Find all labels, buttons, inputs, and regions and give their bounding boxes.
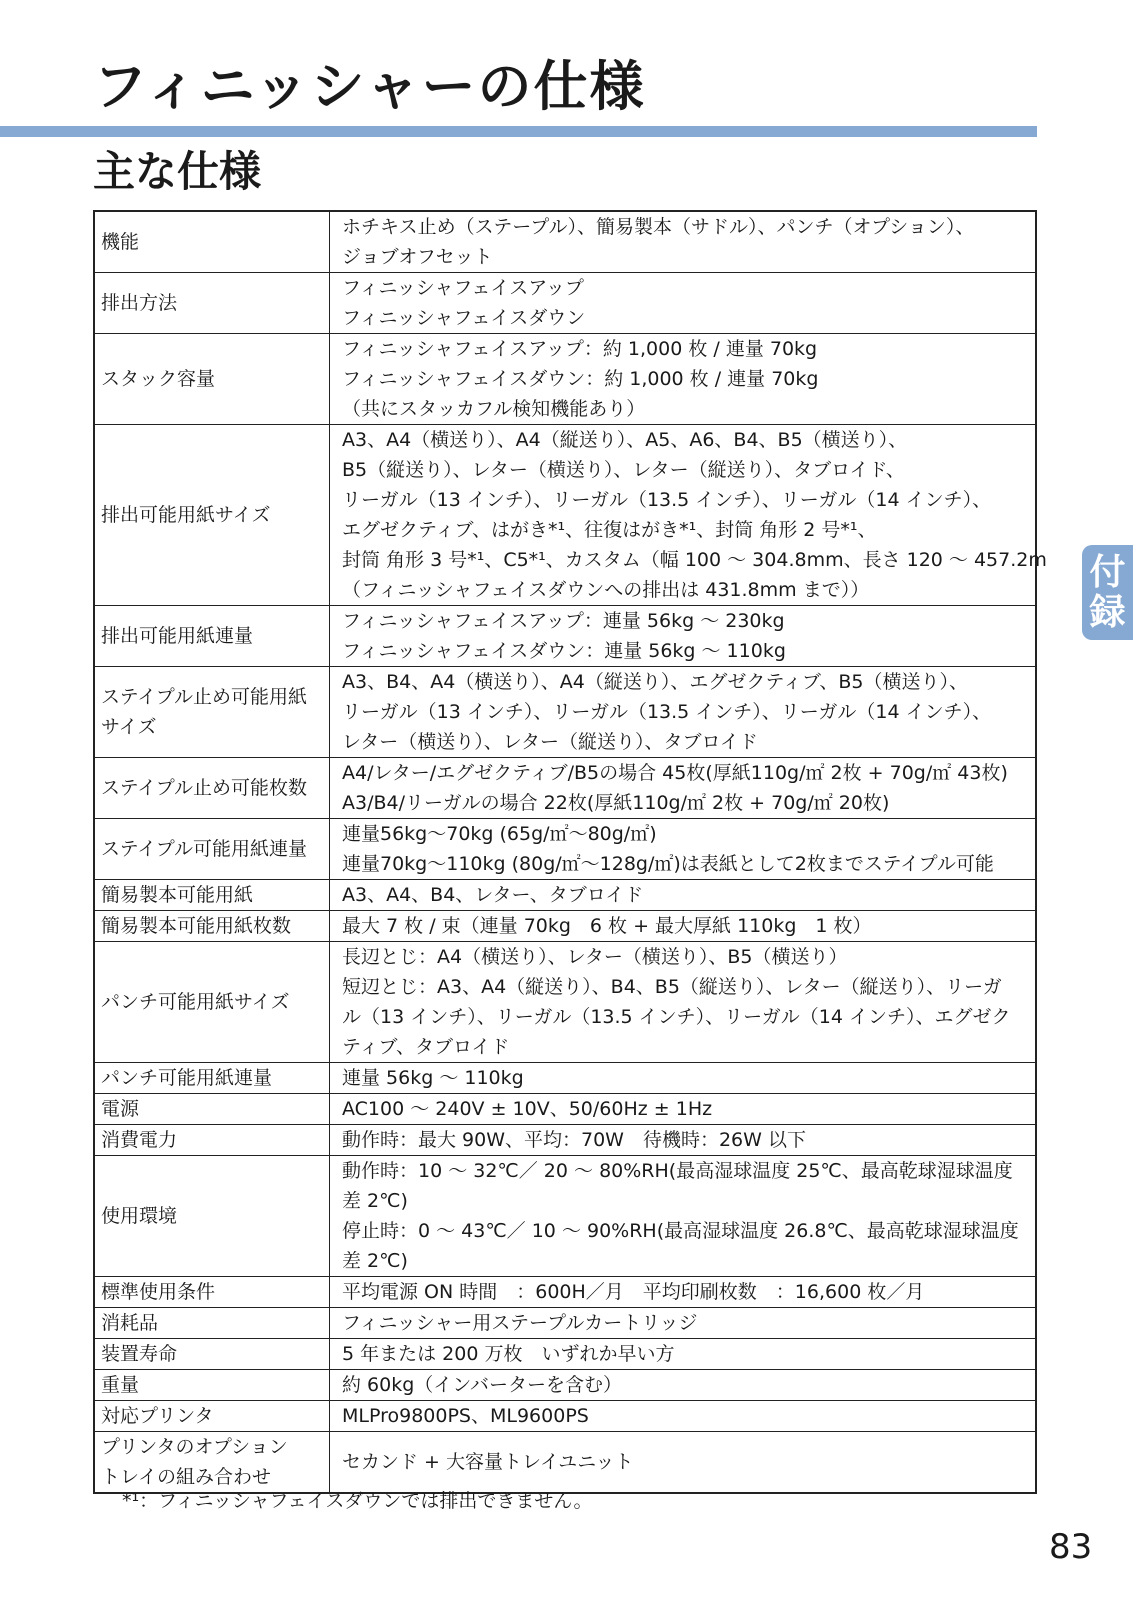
spec-label-line: 簡易製本可能用紙枚数	[101, 915, 292, 937]
spec-value	[330, 1094, 1037, 1125]
spec-label-line: 使用環境	[101, 1205, 178, 1227]
table-row	[94, 1125, 1036, 1156]
table-row	[94, 211, 1036, 273]
spec-value-line: 差 2℃)	[342, 1250, 408, 1272]
section-title: 主な仕様	[93, 147, 262, 196]
appendix-tab-char: 付	[1089, 551, 1126, 593]
spec-value	[330, 425, 1047, 606]
spec-label-line: ステイプル可能用紙連量	[101, 838, 307, 860]
table-row	[94, 334, 1036, 425]
spec-value	[330, 334, 1037, 425]
spec-value-line: 動作時：最大 90W、平均：70W 待機時：26W 以下	[342, 1129, 806, 1151]
spec-value-line: 短辺とじ：A3、A4（縦送り）、B4、B5（縦送り）、レター（縦送り）、リーガ	[342, 976, 1002, 998]
spec-label	[94, 1339, 330, 1370]
spec-value-line: ホチキス止め（ステープル）、簡易製本（サドル）、パンチ（オプション）、	[342, 216, 975, 238]
title-rule	[0, 126, 1037, 137]
spec-label	[94, 1277, 330, 1308]
spec-value-line: A3/B4/リーガルの場合 22枚(厚紙110g/㎡ 2枚 + 70g/㎡ 20枚)	[342, 792, 890, 814]
spec-value	[330, 211, 1037, 273]
spec-value-line: エグゼクティブ、はがき*¹、往復はがき*¹、封筒 角形 2 号*¹、	[342, 519, 877, 541]
spec-value-line: フィニッシャフェイスアップ：連量 56kg ～ 230kg	[342, 610, 785, 632]
spec-label-line: パンチ可能用紙サイズ	[101, 991, 290, 1013]
table-row	[94, 1156, 1036, 1277]
page-number: 83	[1049, 1527, 1093, 1567]
spec-label-line: 重量	[101, 1374, 140, 1396]
spec-value	[330, 606, 1037, 667]
spec-value-line: A4/レター/エグゼクティブ/B5の場合 45枚(厚紙110g/㎡ 2枚 + 70g/㎡ 43枚)	[342, 762, 1008, 784]
spec-value	[330, 1308, 1037, 1339]
spec-label-line: 消耗品	[101, 1312, 159, 1334]
spec-label	[94, 667, 330, 758]
spec-value-line: 長辺とじ：A4（横送り）、レター（横送り）、B5（横送り）	[342, 946, 848, 968]
spec-value-line: 差 2℃)	[342, 1190, 408, 1212]
spec-value-line: MLPro9800PS、ML9600PS	[342, 1405, 589, 1427]
table-row	[94, 1401, 1036, 1432]
spec-value	[330, 1063, 1037, 1094]
spec-label-line: ステイプル止め可能用紙	[101, 686, 307, 708]
spec-value	[330, 1370, 1037, 1401]
spec-value-line: リーガル（13 インチ）、リーガル（13.5 インチ）、リーガル（14 インチ）、	[342, 489, 992, 511]
spec-label-line: パンチ可能用紙連量	[101, 1067, 273, 1089]
spec-value-line: （共にスタッカフル検知機能あり）	[342, 398, 646, 420]
spec-label-line: トレイの組み合わせ	[101, 1466, 272, 1488]
spec-value-line: ジョブオフセット	[342, 246, 493, 268]
appendix-tab-char: 録	[1089, 591, 1126, 633]
spec-label	[94, 1432, 330, 1494]
table-row	[94, 606, 1036, 667]
spec-value-line: フィニッシャフェイスダウン：連量 56kg ～ 110kg	[342, 640, 786, 662]
spec-value	[330, 273, 1037, 334]
spec-value	[330, 1277, 1037, 1308]
spec-label	[94, 1370, 330, 1401]
spec-value-line: B5（縦送り）、レター（横送り）、レター（縦送り）、タブロイド、	[342, 459, 905, 481]
spec-label-line: 機能	[101, 231, 140, 253]
spec-label-line: 対応プリンタ	[101, 1405, 214, 1427]
table-row	[94, 1339, 1036, 1370]
spec-value	[330, 1156, 1037, 1277]
table-row	[94, 667, 1036, 758]
spec-label-line: サイズ	[101, 716, 157, 738]
table-row	[94, 942, 1036, 1063]
spec-value-line: 約 60kg（インバーターを含む）	[342, 1374, 622, 1396]
spec-label	[94, 425, 330, 606]
spec-label-line: 電源	[101, 1098, 140, 1120]
spec-value	[330, 758, 1037, 819]
spec-label	[94, 211, 330, 273]
table-row	[94, 1432, 1036, 1494]
spec-value	[330, 1401, 1037, 1432]
spec-value-line: フィニッシャー用ステープルカートリッジ	[342, 1312, 698, 1334]
spec-value-line: セカンド + 大容量トレイユニット	[342, 1451, 634, 1473]
spec-label	[94, 1308, 330, 1339]
table-row	[94, 273, 1036, 334]
spec-label	[94, 1063, 330, 1094]
spec-value-line: 連量56kg～70kg (65g/㎡～80g/㎡)	[342, 823, 657, 845]
spec-label	[94, 1125, 330, 1156]
spec-value-line: ティブ、タブロイド	[342, 1036, 510, 1058]
appendix-tab[interactable]	[1082, 545, 1133, 640]
table-row	[94, 1308, 1036, 1339]
spec-value-line: 連量 56kg ～ 110kg	[342, 1067, 524, 1089]
spec-value	[330, 1432, 1037, 1494]
spec-value-line: A3、A4、B4、レター、タブロイド	[342, 884, 644, 906]
table-row	[94, 425, 1036, 606]
table-row	[94, 1370, 1036, 1401]
spec-label	[94, 758, 330, 819]
spec-label-line: 装置寿命	[101, 1343, 178, 1365]
spec-value-line: （フィニッシャフェイスダウンへの排出は 431.8mm まで））	[342, 579, 870, 601]
spec-label	[94, 942, 330, 1063]
spec-value-line: AC100 ～ 240V ± 10V、50/60Hz ± 1Hz	[342, 1098, 713, 1120]
spec-label-line: 消費電力	[101, 1129, 178, 1151]
spec-label	[94, 880, 330, 911]
table-row	[94, 911, 1036, 942]
spec-value-line: フィニッシャフェイスダウン：約 1,000 枚 / 連量 70kg	[342, 368, 819, 390]
spec-label-line: 排出可能用紙連量	[101, 625, 254, 647]
spec-label	[94, 911, 330, 942]
spec-value	[330, 1125, 1037, 1156]
spec-value	[330, 819, 1037, 880]
spec-label	[94, 334, 330, 425]
footnote: *¹：フィニッシャフェイスダウンでは排出できません。	[122, 1490, 593, 1512]
table-row	[94, 1277, 1036, 1308]
spec-value-line: フィニッシャフェイスダウン	[342, 307, 586, 329]
table-row	[94, 758, 1036, 819]
spec-value-line: フィニッシャフェイスアップ	[342, 277, 584, 299]
spec-value	[330, 667, 1037, 758]
spec-value-line: フィニッシャフェイスアップ：約 1,000 枚 / 連量 70kg	[342, 338, 818, 360]
spec-label	[94, 273, 330, 334]
table-row	[94, 1063, 1036, 1094]
spec-value-line: ル（13 インチ）、リーガル（13.5 インチ）、リーガル（14 インチ）、エグゼク	[342, 1006, 1011, 1028]
spec-label	[94, 1156, 330, 1277]
spec-label-line: 標準使用条件	[101, 1281, 216, 1303]
spec-value-line: レター（横送り）、レター（縦送り）、タブロイド	[342, 731, 758, 753]
spec-label-line: ステイプル止め可能枚数	[101, 777, 307, 799]
spec-value-line: 動作時：10 ～ 32℃／ 20 ～ 80%RH(最高湿球温度 25℃、最高乾球湿球温度	[342, 1160, 1013, 1182]
spec-value-line: A3、B4、A4（横送り）、A4（縦送り）、エグゼクティブ、B5（横送り）、	[342, 671, 968, 693]
spec-value	[330, 880, 1037, 911]
spec-value-line: 連量70kg～110kg (80g/㎡～128g/㎡)は表紙として2枚までステイプル可能	[342, 853, 994, 875]
spec-value-line: 最大 7 枚 / 束（連量 70kg 6 枚 + 最大厚紙 110kg 1 枚）	[342, 915, 872, 937]
spec-value-line: 平均電源 ON 時間 ：600H／月 平均印刷枚数 ：16,600 枚／月	[342, 1281, 925, 1303]
spec-label	[94, 819, 330, 880]
table-row	[94, 1094, 1036, 1125]
spec-label	[94, 1401, 330, 1432]
spec-label-line: プリンタのオプション	[101, 1436, 288, 1458]
spec-table-body	[94, 211, 1047, 1493]
table-row	[94, 880, 1036, 911]
spec-label-line: 排出可能用紙サイズ	[101, 504, 271, 526]
spec-label	[94, 606, 330, 667]
page-title: フィニッシャーの仕様	[93, 55, 646, 118]
spec-label-line: 排出方法	[101, 292, 178, 314]
spec-value-line: A3、A4（横送り）、A4（縦送り）、A5、A6、B4、B5（横送り）、	[342, 429, 908, 451]
spec-value	[330, 1339, 1037, 1370]
table-row	[94, 819, 1036, 880]
spec-label-line: 簡易製本可能用紙	[101, 884, 254, 906]
spec-value	[330, 911, 1037, 942]
spec-value-line: リーガル（13 インチ）、リーガル（13.5 インチ）、リーガル（14 インチ）、	[342, 701, 992, 723]
spec-value-line: 停止時：0 ～ 43℃／ 10 ～ 90%RH(最高湿球温度 26.8℃、最高乾球湿球温度	[342, 1220, 1019, 1242]
spec-label	[94, 1094, 330, 1125]
spec-value-line: 封筒 角形 3 号*¹、C5*¹、カスタム（幅 100 ～ 304.8mm、長さ 120 ～ 457.2m	[342, 549, 1047, 571]
spec-table	[93, 210, 1047, 1494]
spec-value-line: 5 年または 200 万枚 いずれか早い方	[342, 1343, 675, 1365]
spec-label-line: スタック容量	[101, 368, 216, 390]
spec-value	[330, 942, 1037, 1063]
